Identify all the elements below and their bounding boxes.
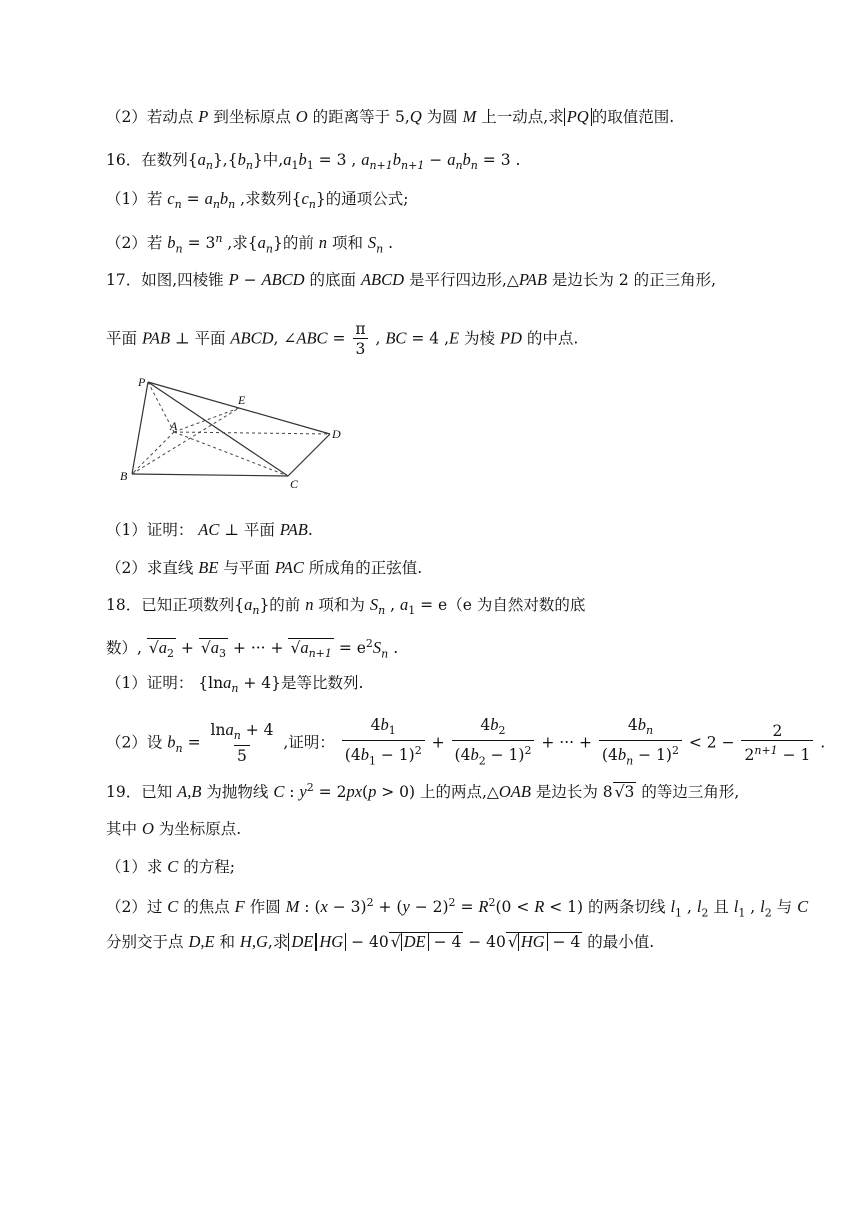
problem-17-stem-2: 平面 PAB ⊥ 平面 ABCD, ∠ABC = $\frac{\pi}{3}$ , BC = 4 ,E 为棱 PD 的中点. bbox=[106, 320, 579, 358]
edge-bc bbox=[132, 474, 288, 476]
label-b: B bbox=[120, 469, 128, 483]
label-c: C bbox=[290, 477, 299, 491]
edge-ad bbox=[174, 432, 330, 434]
label-a: A bbox=[170, 419, 178, 433]
segment-be bbox=[132, 408, 239, 474]
edge-pb bbox=[132, 382, 148, 474]
label-e: E bbox=[238, 393, 246, 407]
label-p: P bbox=[138, 375, 146, 389]
segment-ae bbox=[174, 408, 239, 432]
pyramid-figure bbox=[110, 368, 360, 493]
label-d: D bbox=[332, 427, 341, 441]
edge-pc bbox=[148, 382, 288, 476]
edge-ac bbox=[174, 432, 288, 476]
edge-cd bbox=[288, 434, 330, 476]
problem-18-part-2: （2）设 $b_n$ = $\frac{\ln a_n + 4}{5}$ ,证明： $\frac{4b_1}{(4b_1 - 1)^2}$ + $\frac{4b_2}{(4b_2 - 1)^2}$ + ··· + $\frac{4b_n}{(4b_n - 1)^2}$ < 2 − $\frac{2}{2^{n+1} - 1}$ . bbox=[0, 712, 860, 762]
